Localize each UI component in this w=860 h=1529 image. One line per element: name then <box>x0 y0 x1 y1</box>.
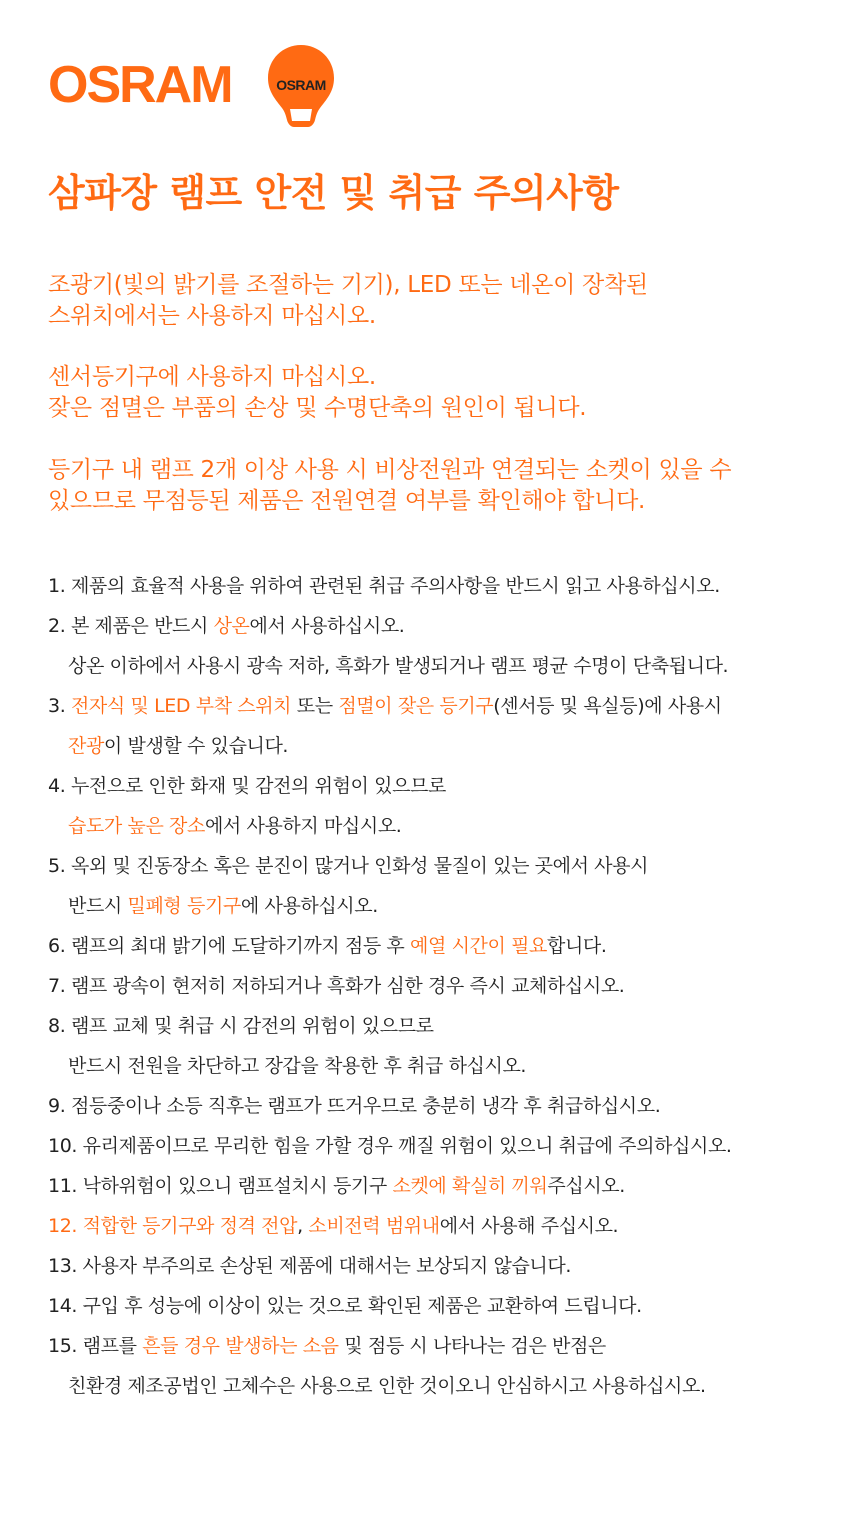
notice-text: 2. 본 제품은 반드시 <box>48 615 214 637</box>
notice-text: 및 점등 시 나타나는 검은 반점은 <box>338 1335 606 1357</box>
notice-text: , <box>297 1215 309 1237</box>
notice-text: 9. 점등중이나 소등 직후는 램프가 뜨거우므로 충분히 냉각 후 취급하십시오. <box>48 1095 661 1117</box>
highlight-text: 밀폐형 등기구 <box>127 895 241 917</box>
notice-list <box>48 566 848 1406</box>
notice-text: 이 발생할 수 있습니다. <box>103 735 289 757</box>
notice-text: 13. 사용자 부주의로 손상된 제품에 대해서는 보상되지 않습니다. <box>48 1255 571 1277</box>
notice-item <box>48 926 848 966</box>
notice-text: 에서 사용해 주십시오. <box>439 1215 619 1237</box>
notice-item <box>48 966 848 1006</box>
warning-block <box>48 455 731 517</box>
warning-line: 등기구 내 램프 2개 이상 사용 시 비상전원과 연결되는 소켓이 있을 수 <box>48 457 732 483</box>
notice-text: 8. 램프 교체 및 취급 시 감전의 위험이 있으므로 <box>48 1015 434 1037</box>
warning-block <box>48 362 586 424</box>
highlight-text: 소비전력 범위내 <box>308 1215 440 1237</box>
notice-item <box>48 1206 848 1246</box>
notice-text: 에서 사용하십시오. <box>249 615 405 637</box>
notice-text: 5. 옥외 및 진동장소 혹은 분진이 많거나 인화성 물질이 있는 곳에서 사용시 <box>48 855 649 877</box>
notice-item <box>48 686 848 726</box>
notice-item <box>48 846 848 886</box>
notice-text: 합니다. <box>547 935 607 957</box>
highlight-text: 상온 <box>213 615 250 637</box>
notice-item <box>48 1326 848 1366</box>
warning-line: 잦은 점멸은 부품의 손상 및 수명단축의 원인이 됩니다. <box>48 395 587 421</box>
highlight-text: 잔광 <box>68 735 104 757</box>
highlight-text: 전자식 및 LED 부착 스위치 <box>70 695 292 717</box>
notice-text: 15. 램프를 <box>48 1335 143 1357</box>
notice-item <box>48 1006 848 1046</box>
notice-item <box>48 1166 848 1206</box>
notice-item-continuation <box>48 886 848 926</box>
notice-text: 반드시 <box>68 895 128 917</box>
warning-line: 센서등기구에 사용하지 마십시오. <box>48 364 376 390</box>
highlight-text: 흔들 경우 발생하는 소음 <box>142 1335 339 1357</box>
highlight-text: 습도가 높은 장소 <box>68 815 205 837</box>
notice-item <box>48 1246 848 1286</box>
highlight-text: 12. <box>48 1215 83 1237</box>
notice-item-continuation <box>48 806 848 846</box>
warning-block <box>48 270 648 332</box>
bulb-icon <box>268 45 334 127</box>
notice-item <box>48 1286 848 1326</box>
notice-text: 주십시오. <box>547 1175 625 1197</box>
page-title: 삼파장 램프 안전 및 취급 주의사항 <box>48 171 619 215</box>
notice-item-continuation <box>48 646 848 686</box>
highlight-text: 소켓에 확실히 끼워 <box>392 1175 548 1197</box>
notice-text: 상온 이하에서 사용시 광속 저하, 흑화가 발생되거나 램프 평균 수명이 단축됩니다. <box>68 655 729 677</box>
notice-item <box>48 606 848 646</box>
bulb-text: OSRAM <box>276 77 326 93</box>
notice-item <box>48 1126 848 1166</box>
warning-line: 조광기(빛의 밝기를 조절하는 기기), LED 또는 네온이 장착된 <box>48 272 648 298</box>
notice-text: 6. 램프의 최대 밝기에 도달하기까지 점등 후 <box>48 935 411 957</box>
notice-text: (센서등 및 욕실등)에 사용시 <box>493 695 722 717</box>
notice-item <box>48 566 848 606</box>
notice-text: 1. 제품의 효율적 사용을 위하여 관련된 취급 주의사항을 반드시 읽고 사용하십시오. <box>48 575 720 597</box>
notice-item-continuation <box>48 726 848 766</box>
warning-line: 있으므로 무점등된 제품은 전원연결 여부를 확인해야 합니다. <box>48 488 646 514</box>
notice-text: 에서 사용하지 마십시오. <box>204 815 402 837</box>
highlight-text: 점멸이 잦은 등기구 <box>338 695 494 717</box>
notice-text: 11. 낙하위험이 있으니 램프설치시 등기구 <box>48 1175 393 1197</box>
bulb-base <box>290 109 312 121</box>
warning-line: 스위치에서는 사용하지 마십시오. <box>48 303 376 329</box>
notice-text: 10. 유리제품이므로 무리한 힘을 가할 경우 깨질 위험이 있으니 취급에 주의하십시오. <box>48 1135 732 1157</box>
highlight-text: 예열 시간이 필요 <box>410 935 547 957</box>
osram-wordmark: OSRAM <box>48 56 232 114</box>
notice-text: 친환경 제조공법인 고체수은 사용으로 인한 것이오니 안심하시고 사용하십시오. <box>68 1375 706 1397</box>
notice-text: 에 사용하십시오. <box>240 895 378 917</box>
notice-item <box>48 1086 848 1126</box>
notice-text: 4. 누전으로 인한 화재 및 감전의 위험이 있으므로 <box>48 775 446 797</box>
notice-text: 3. <box>48 695 71 717</box>
highlight-text: 적합한 등기구와 정격 전압 <box>82 1215 298 1237</box>
notice-text: 14. 구입 후 성능에 이상이 있는 것으로 확인된 제품은 교환하여 드립니다. <box>48 1295 642 1317</box>
osram-logo <box>48 45 348 127</box>
notice-text: 7. 램프 광속이 현저히 저하되거나 흑화가 심한 경우 즉시 교체하십시오. <box>48 975 625 997</box>
notice-text: 반드시 전원을 차단하고 장갑을 착용한 후 취급 하십시오. <box>68 1055 527 1077</box>
notice-item <box>48 766 848 806</box>
notice-item-continuation <box>48 1046 848 1086</box>
notice-text: 또는 <box>291 695 339 717</box>
notice-item-continuation <box>48 1366 848 1406</box>
